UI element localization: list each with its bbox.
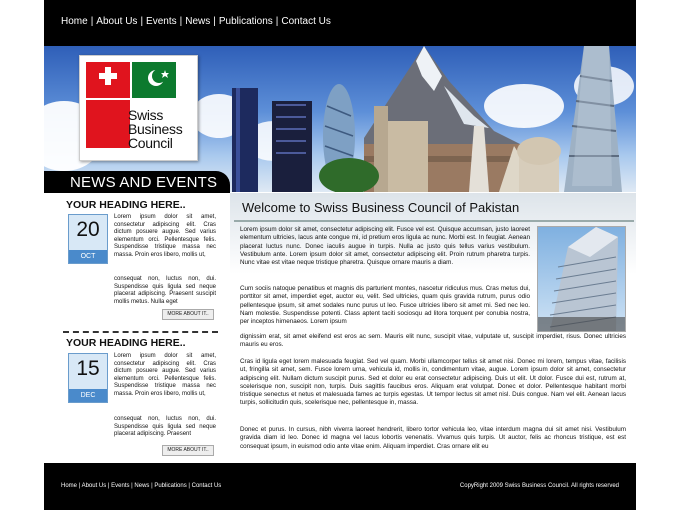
title-divider — [234, 220, 634, 222]
nav-news[interactable]: News — [185, 16, 211, 27]
nav-separator: | — [213, 16, 216, 27]
news-text: Lorem ipsum dolor sit amet, consectetur adipiscing elit. Cras dictum posuere augue. Sed varius elementum orci. Pellentesque felis. Suspendisse tristique massa nec massa. Proin eros libero, mollis ut, — [114, 353, 216, 397]
news-heading[interactable]: YOUR HEADING HERE.. — [66, 337, 186, 349]
nav-home[interactable]: Home — [61, 16, 88, 27]
news-heading[interactable]: YOUR HEADING HERE.. — [66, 199, 186, 211]
footer-nav-home[interactable]: Home — [61, 483, 78, 489]
main-paragraph-4: Donec et purus. In cursus, nibh viverra laoreet hendrerit, libero tortor vehicula leo, vitae interdum magna dui sit amet nisi. Vestibulum gravida diam id leo. Donec id magna vel lacus lobortis venenatis. Vivamus quis turpis. Ut auctor, felis ac rhoncus tristique, est est consequat ipsum, in euismod odio ante vitae enim. Aliquam imperdiet. Cras ornare elit eu — [240, 426, 626, 450]
footer — [44, 463, 636, 510]
more-about-it-button[interactable]: MORE ABOUT IT.. — [162, 309, 214, 320]
pakistan-flag-icon — [132, 62, 176, 98]
nav-separator: | — [179, 16, 183, 27]
news-events-title: NEWS AND EVENTS — [70, 174, 218, 191]
nav-events[interactable]: Events — [146, 16, 177, 27]
date-day: 15 — [76, 357, 100, 380]
main-paragraph-1: Lorem ipsum dolor sit amet, consectetur adipiscing elit. Fusce vel est. Quisque accumsan, justo laoreet elementum ultricies, lacus ante congue mi, id pretium eros ligula ac nunc. Morbi est. In feugiat. Aenean placerat luctus nunc. Donec iaculis augue in turpis. Nulla ac justo quis tellus varius vestibulum. Vestibulum ante. Lorem ipsum dolor sit amet, consectetur adipiscing elit. Proin rutrum pharetra turpis. Nunc vitae est vitae neque tristique pharetra. Quisque ornare mauris a diam. — [240, 226, 530, 267]
footer-nav-publications[interactable]: Publications — [154, 483, 187, 489]
date-day: 20 — [76, 218, 100, 241]
nav-separator: | — [275, 16, 279, 27]
logo-line-1: Swiss — [128, 107, 164, 123]
footer-nav-about-us[interactable]: About Us — [81, 483, 107, 489]
footer-nav: Home | About Us | Events | News | Publications | Contact Us — [61, 483, 222, 489]
date-month: OCT — [69, 250, 107, 263]
nav-about-us[interactable]: About Us — [96, 16, 138, 27]
main-paragraph-3: Cras id ligula eget lorem malesuada feugiat. Sed vel quam. Morbi ullamcorper tellus sit amet nisi. Donec mi lorem, tempus vitae, facilisis ut, fringilla sit amet, sem. Fusce lorem urna, vehicula id, mollis in, condimentum vitae, augue. Lorem ipsum dolor sit amet, consectetur adipiscing elit. Nullam dictum suscipit purus. Sed et dolor eu erat consectetur adipiscing. Duis ut elit. Ut dolor. Fusce dui est, rutrum at, scelerisque non, suscipit non, turpis. Duis sagittis faucibus eros. Aliquam erat volutpat. Donec et dolor. Pellentesque habitant morbi tristique senectus et netus et malesuada fames ac turpis egestas. Ut tempor lectus sit amet nisl. Duis congue. Nam vel elit. Aenean lacus turpis, sollicitudin quis, scelerisque nec, pellentesque in, massa. — [240, 358, 626, 407]
page — [44, 0, 636, 510]
news-text-continued: consequat non, luctus non, dui. Suspendisse quis ligula sed neque placerat adipiscing. Praesent suscipit mollis metus. Nulla eget — [114, 276, 216, 305]
date-badge — [68, 353, 108, 403]
main-paragraph-2: Cum sociis natoque penatibus et magnis dis parturient montes, nascetur ridiculus mus. Cras metus dui, porttitor sit amet, imperdiet eget, auctor eu, velit. Sed ultricies, quam quis gravida rutrum, purus odio pellentesque ipsum, sit amet sodales nunc purus ut leo. Fusce ultricies libero sit amet mi. Sed nec leo. Nam molestie. Suspendisse potenti. Class aptent taciti sociosqu ad litora torquent per conubia nostra, per inceptos himenaeos. Lorem ipsum — [240, 285, 530, 326]
page-title: Welcome to Swiss Business Council of Pakistan — [242, 200, 520, 215]
main-paragraph-2-continued: dignissim erat, sit amet eleifend est eros ac sem. Mauris elit nunc, suscipit vitae, vulputate ut, suscipit imperdiet, risus. Donec ultricies mauris eu eros. — [240, 333, 626, 349]
footer-nav-events[interactable]: Events — [111, 483, 130, 489]
top-nav — [61, 16, 331, 27]
nav-separator: | — [90, 16, 94, 27]
top-bar — [44, 0, 636, 46]
nav-contact-us[interactable]: Contact Us — [281, 16, 331, 27]
logo-line-3: Council — [128, 135, 173, 151]
crescent-star-icon — [132, 62, 176, 98]
logo[interactable] — [79, 55, 198, 161]
copyright-text: CopyRight 2009 Swiss Business Council. All rights reserved — [459, 483, 619, 489]
building-photo — [537, 226, 626, 332]
logo-line-2: Business — [128, 121, 183, 137]
news-events-header — [44, 171, 230, 193]
date-month: DEC — [69, 389, 107, 402]
tower-image — [538, 227, 625, 331]
logo-red-block — [86, 100, 130, 148]
more-about-it-button[interactable]: MORE ABOUT IT.. — [162, 445, 214, 456]
news-text-continued: consequat non, luctus non, dui. Suspendisse quis ligula sed neque placerat adipiscing. Praesent — [114, 416, 216, 438]
logo-text — [128, 108, 182, 150]
footer-nav-news[interactable]: News — [134, 483, 150, 489]
nav-separator: | — [140, 16, 144, 27]
date-badge — [68, 214, 108, 264]
swiss-flag-icon — [86, 62, 130, 98]
footer-nav-contact-us[interactable]: Contact Us — [191, 483, 222, 489]
nav-publications[interactable]: Publications — [218, 16, 273, 27]
swiss-cross-icon — [86, 62, 130, 98]
news-text: Lorem ipsum dolor sit amet, consectetur adipiscing elit. Cras dictum posuere augue. Sed varius elementum orci. Pellentesque felis. Suspendisse tristique massa nec massa. Proin eros libero, mollis ut, — [114, 214, 216, 258]
news-divider — [63, 331, 218, 333]
